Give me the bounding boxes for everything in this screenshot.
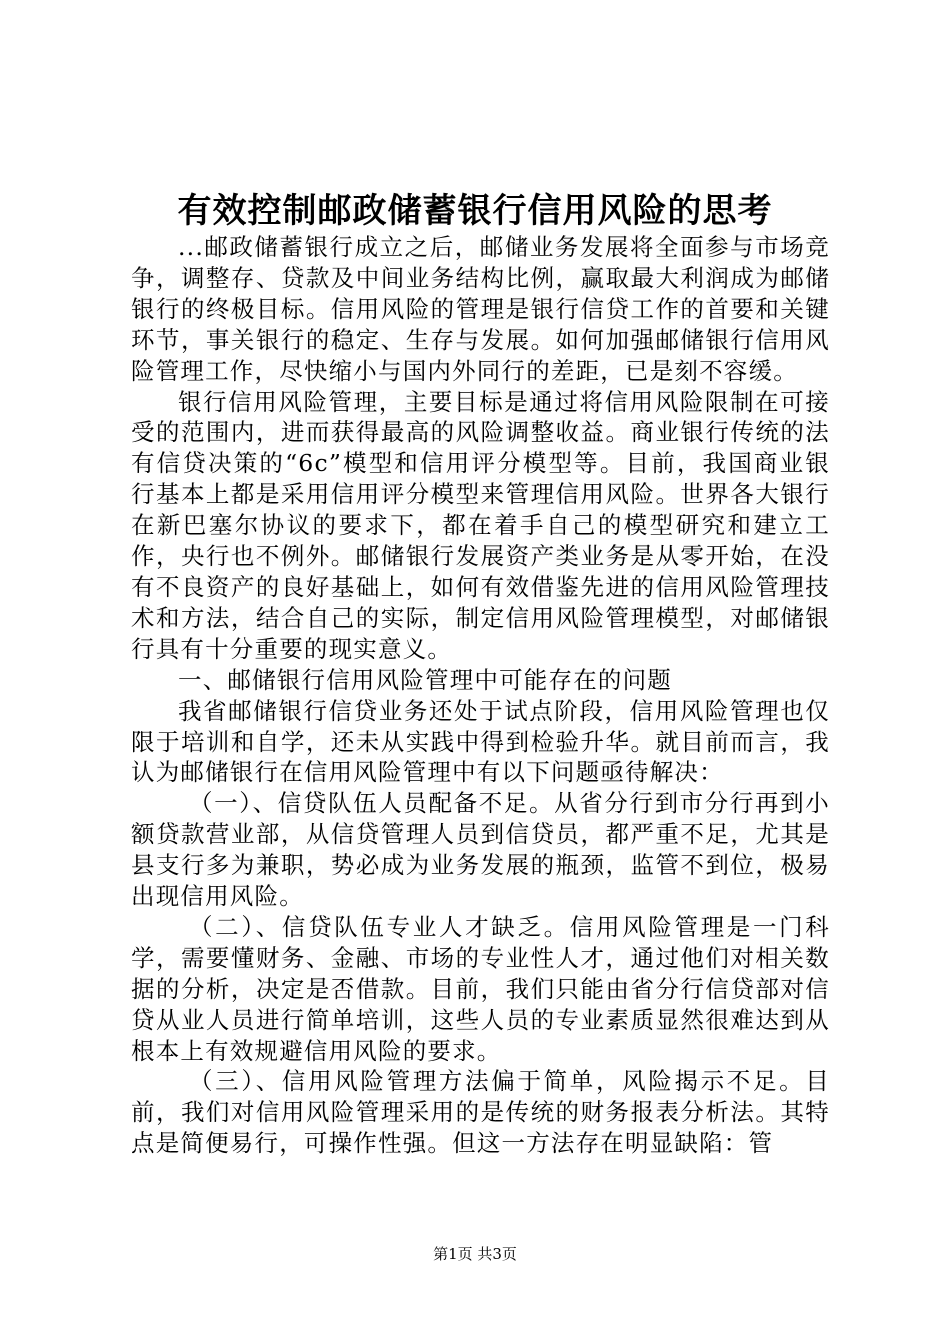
document-body xyxy=(131,232,830,1159)
page-number-footer: 第1页 共3页 xyxy=(433,1245,517,1263)
paragraph-credit-risk-management: 银行信用风险管理，主要目标是通过将信用风险限制在可接受的范围内，进而获得最高的风险调整收益。商业银行传统的法有信贷决策的“6c”模型和信用评分模型等。目前，我国商业银行基本上都是采用信用评分模型来管理信用风险。世界各大银行在新巴塞尔协议的要求下，都在着手自己的模型研究和建立工作，央行也不例外。邮储银行发展资产类业务是从零开始，在没有不良资产的良好基础上，如何有效借鉴先进的信用风险管理技术和方法，结合自己的实际，制定信用风险管理模型，对邮储银行具有十分重要的现实意义。 xyxy=(131,387,830,663)
paragraph-problem-3: （三）、信用风险管理方法偏于简单，风险揭示不足。目前，我们对信用风险管理采用的是传统的财务报表分析法。其特点是简便易行，可操作性强。但这一方法存在明显缺陷：管 xyxy=(131,1067,830,1158)
document-title: 有效控制邮政储蓄银行信用风险的思考 xyxy=(177,191,773,231)
paragraph-problem-2: （二）、信贷队伍专业人才缺乏。信用风险管理是一门科学，需要懂财务、金融、市场的专业性人才，通过他们对相关数据的分析，决定是否借款。目前，我们只能由省分行信贷部对信贷从业人员进行简单培训，这些人员的专业素质显然很难达到从根本上有效规避信用风险的要求。 xyxy=(131,912,830,1065)
section-heading-problems: 一、邮储银行信用风险管理中可能存在的问题 xyxy=(178,665,672,694)
paragraph-current-situation: 我省邮储银行信贷业务还处于试点阶段，信用风险管理也仅限于培训和自学，还未从实践中得到检验升华。就目前而言，我认为邮储银行在信用风险管理中有以下问题亟待解决： xyxy=(131,696,830,787)
paragraph-problem-1: （一）、信贷队伍人员配备不足。从省分行到市分行再到小额贷款营业部，从信贷管理人员到信贷员，都严重不足，尤其是县支行多为兼职，势必成为业务发展的瓶颈，监管不到位，极易出现信用风险。 xyxy=(131,789,830,911)
paragraph-intro: ...邮政储蓄银行成立之后，邮储业务发展将全面参与市场竞争，调整存、贷款及中间业务结构比例，赢取最大利润成为邮储银行的终极目标。信用风险的管理是银行信贷工作的首要和关键环节，事关银行的稳定、生存与发展。如何加强邮储银行信用风险管理工作，尽快缩小与国内外同行的差距，已是刻不容缓。 xyxy=(131,233,830,385)
